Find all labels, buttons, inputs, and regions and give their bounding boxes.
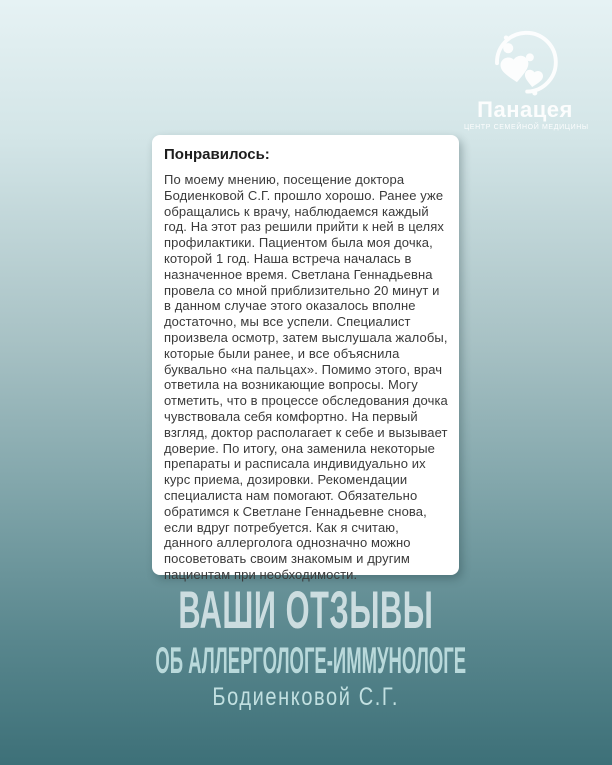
footer-titles: [0, 581, 612, 711]
hearts-family-in-circle-icon: [488, 30, 562, 100]
clinic-name: Панацея: [477, 97, 573, 122]
review-text: По моему мнению, посещение доктора Бодиенковой С.Г. прошло хорошо. Ранее уже обращались к врачу, наблюдаемся каждый год. На этот раз решили прийти к ней в целях профилактики. Пациентом была моя дочка, которой 1 год. Наша встреча началась в назначенное время. Светлана Геннадьевна провела со мной приблизительно 20 минут и в данном случае этого оказалось вполне достаточно, мы все успели. Специалист произвела осмотр, затем выслушала жалобы, которые были ранее, и все объяснила буквально «на пальцах». Помимо этого, врач ответила на возникающие вопросы. Могу отметить, что в процессе обследования дочка чувствовала себя комфортно. На первый взгляд, доктор располагает к себе и вызывает доверие. По итогу, она заменила некоторые препараты и расписала индивидуально их курс приема, дозировки. Рекомендации специалиста нам помогают. Обязательно обратимся к Светлане Геннадьевне снова, если вдруг потребуется. Как я считаю, данного аллерголога однозначно можно посоветовать своим знакомым и другим пациентам при необходимости.: [164, 172, 448, 582]
doctor-name: Бодиенковой С.Г.: [212, 683, 400, 711]
review-card: [152, 135, 459, 582]
specialty-subtitle: ОБ АЛЛЕРГОЛОГЕ-ИММУНОЛОГЕ: [155, 640, 467, 681]
reviews-title: ВАШИ ОТЗЫВЫ: [178, 581, 434, 640]
footer-subtitle-row: [0, 640, 612, 681]
footer-title-row: [0, 581, 612, 640]
clinic-logo: [464, 30, 589, 131]
clinic-tagline: ЦЕНТР СЕМЕЙНОЙ МЕДИЦИНЫ: [464, 124, 589, 131]
review-heading: Понравилось:: [164, 146, 270, 163]
footer-doctor-row: [0, 683, 612, 711]
